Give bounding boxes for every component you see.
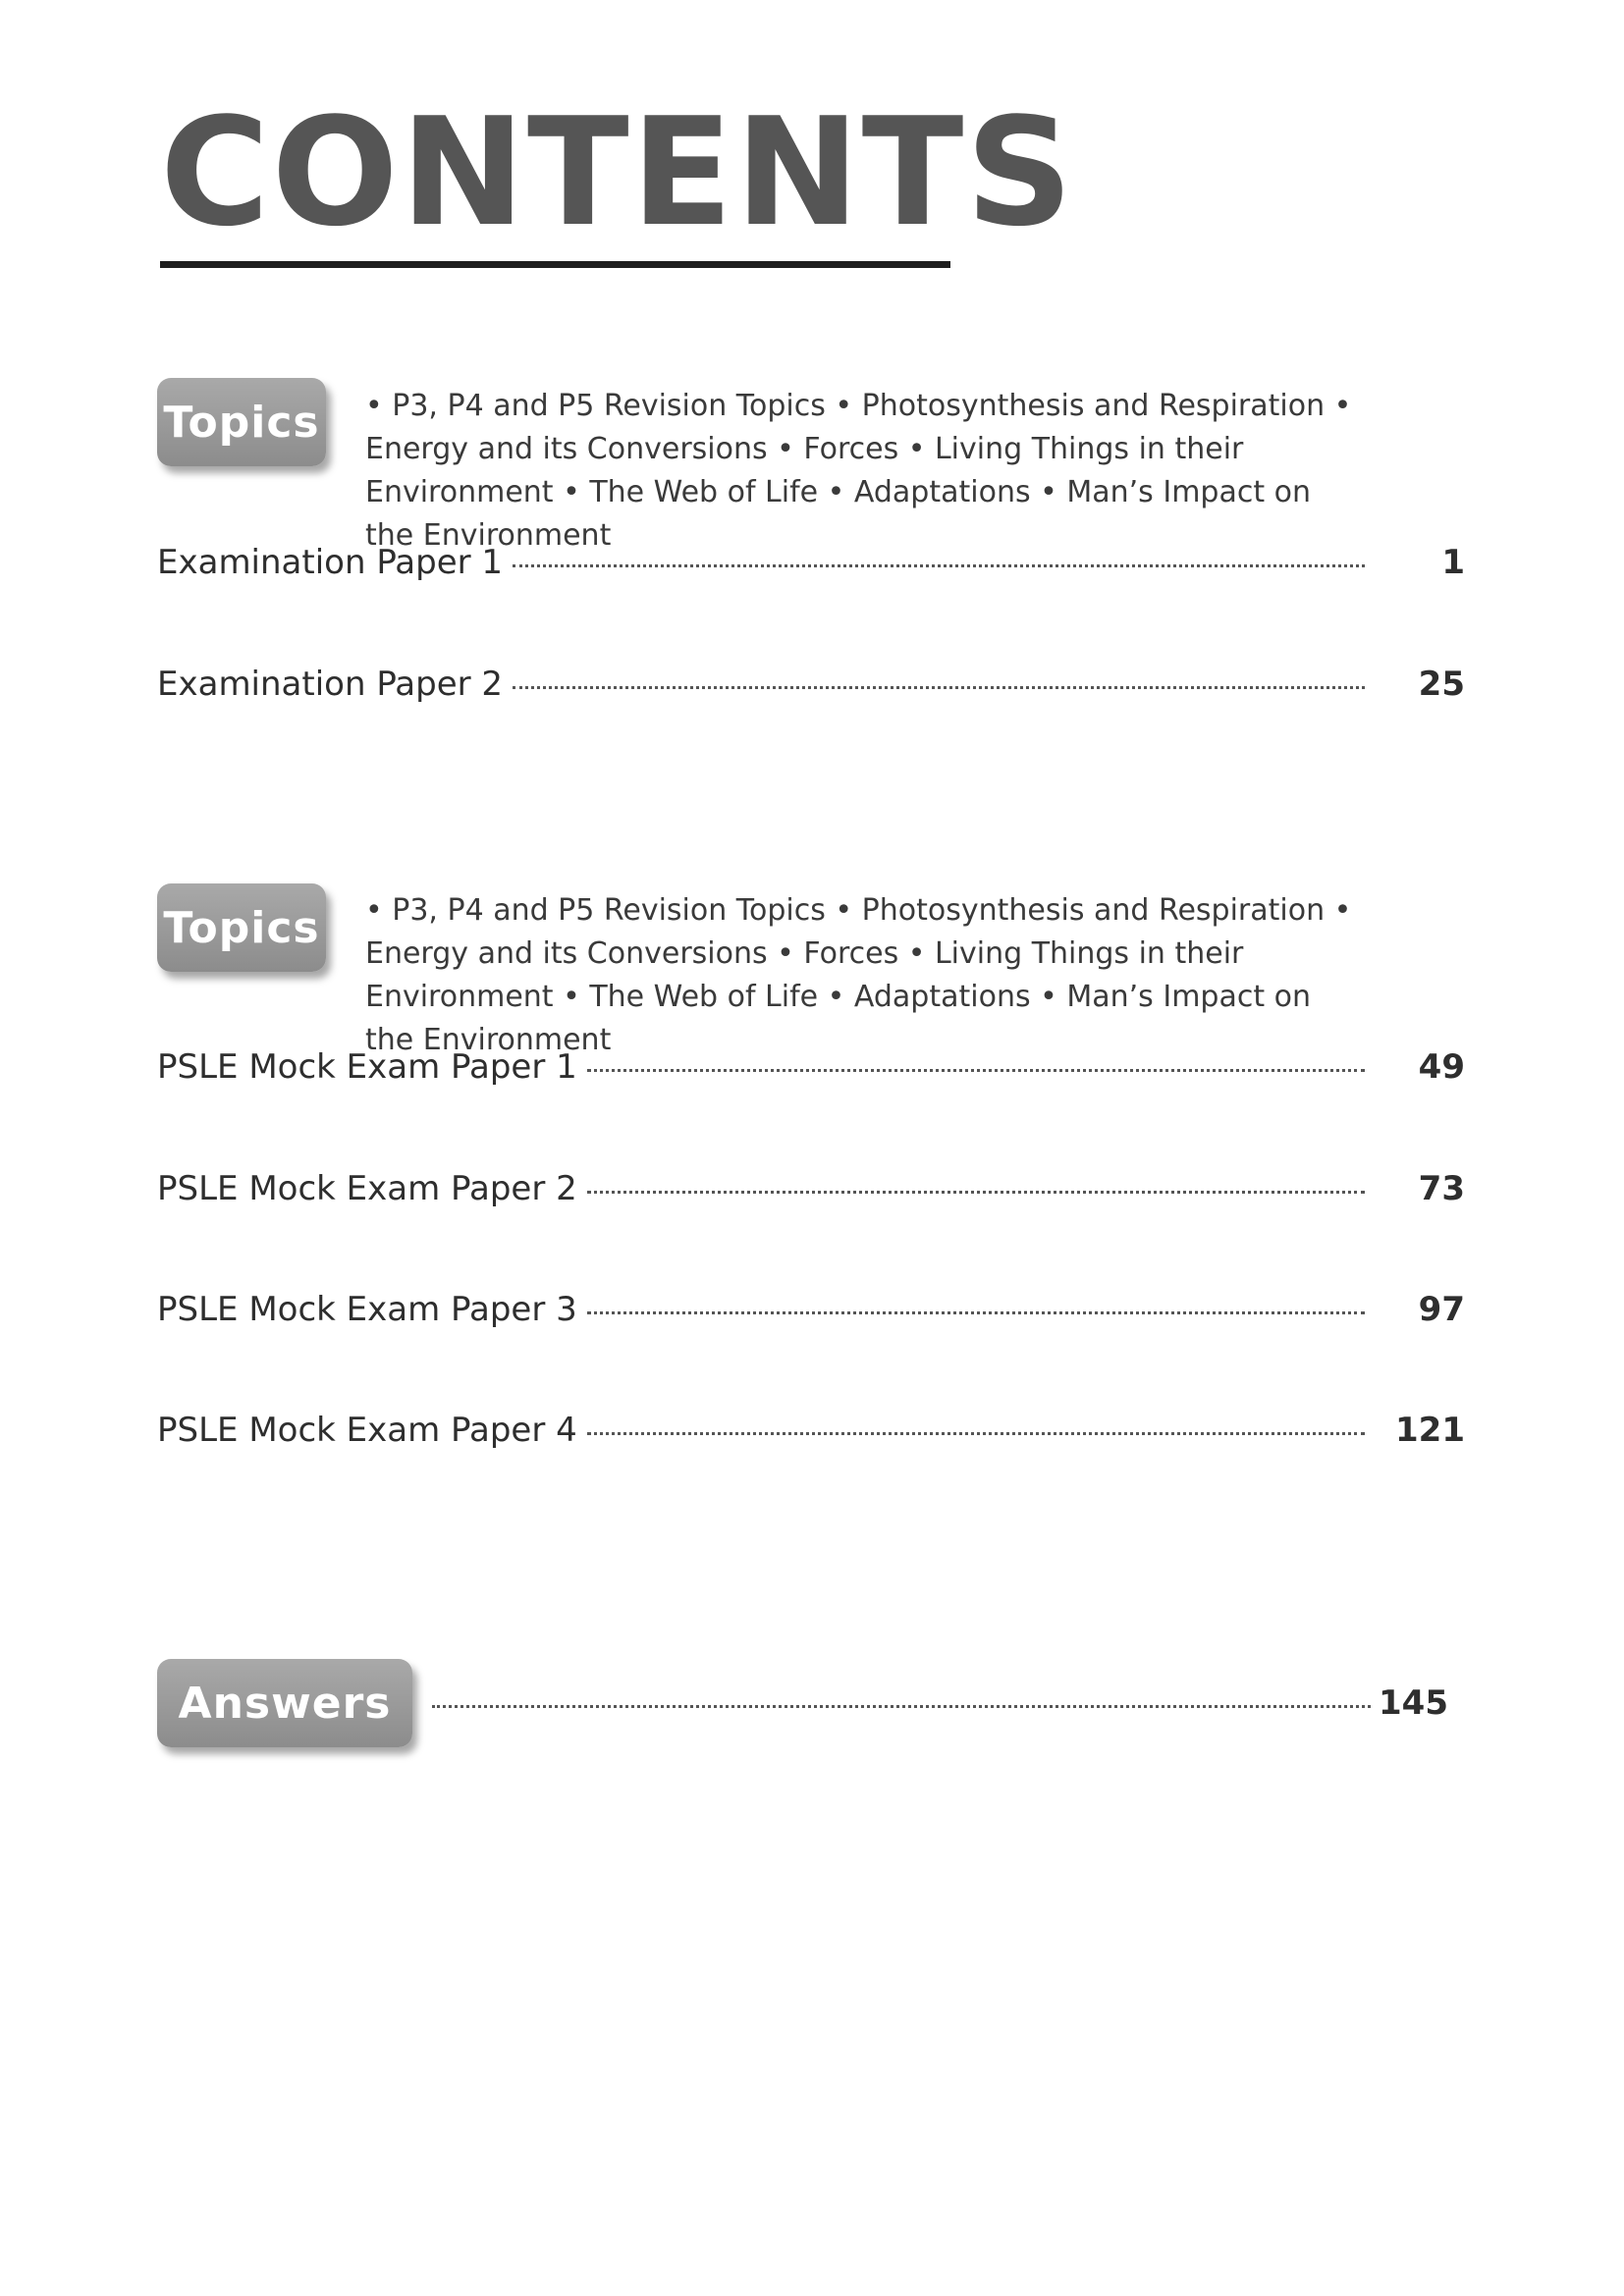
answers-entry[interactable] (432, 1683, 1448, 1723)
topics-badge: Topics (157, 883, 326, 972)
dot-leader (587, 1311, 1365, 1314)
topics-list: • P3, P4 and P5 Revision Topics • Photosynthesis and Respiration • Energy and its Conversions • Forces • Living Things in their Environment • The Web of Life • Adaptations • Man’s Impact on the Environment (365, 893, 1352, 1057)
dot-leader (432, 1705, 1371, 1708)
toc-entry[interactable] (157, 665, 1465, 704)
topics-badge: Topics (157, 378, 326, 466)
topics-list: • P3, P4 and P5 Revision Topics • Photosynthesis and Respiration • Energy and its Conversions • Forces • Living Things in their Environment • The Web of Life • Adaptations • Man’s Impact on the Environment (365, 389, 1352, 553)
dot-leader (513, 564, 1365, 567)
answers-page: 145 (1379, 1683, 1448, 1723)
toc-entry-label: PSLE Mock Exam Paper 1 (157, 1047, 577, 1087)
toc-entry[interactable] (157, 1411, 1465, 1450)
toc-entry-page: 25 (1418, 665, 1465, 704)
toc-entry-page: 121 (1395, 1411, 1465, 1450)
page-title: CONTENTS (160, 85, 1075, 259)
toc-entry-label: PSLE Mock Exam Paper 4 (157, 1411, 577, 1450)
dot-leader (513, 686, 1365, 689)
toc-entry-page: 97 (1418, 1290, 1465, 1329)
answers-badge: Answers (157, 1659, 412, 1747)
toc-entry-page: 49 (1418, 1047, 1465, 1087)
toc-entry-label: PSLE Mock Exam Paper 2 (157, 1169, 577, 1208)
title-underline (160, 261, 950, 268)
toc-entry-page: 73 (1418, 1169, 1465, 1208)
toc-entry-label: Examination Paper 1 (157, 543, 504, 582)
toc-entry-label: PSLE Mock Exam Paper 3 (157, 1290, 577, 1329)
dot-leader (587, 1069, 1365, 1072)
dot-leader (587, 1191, 1365, 1194)
toc-entry-label: Examination Paper 2 (157, 665, 504, 704)
toc-entry[interactable] (157, 1290, 1465, 1329)
toc-entry[interactable] (157, 1047, 1465, 1087)
toc-entry-page: 1 (1441, 543, 1465, 582)
dot-leader (587, 1432, 1365, 1435)
toc-entry[interactable] (157, 1169, 1465, 1208)
toc-entry[interactable] (157, 543, 1465, 582)
